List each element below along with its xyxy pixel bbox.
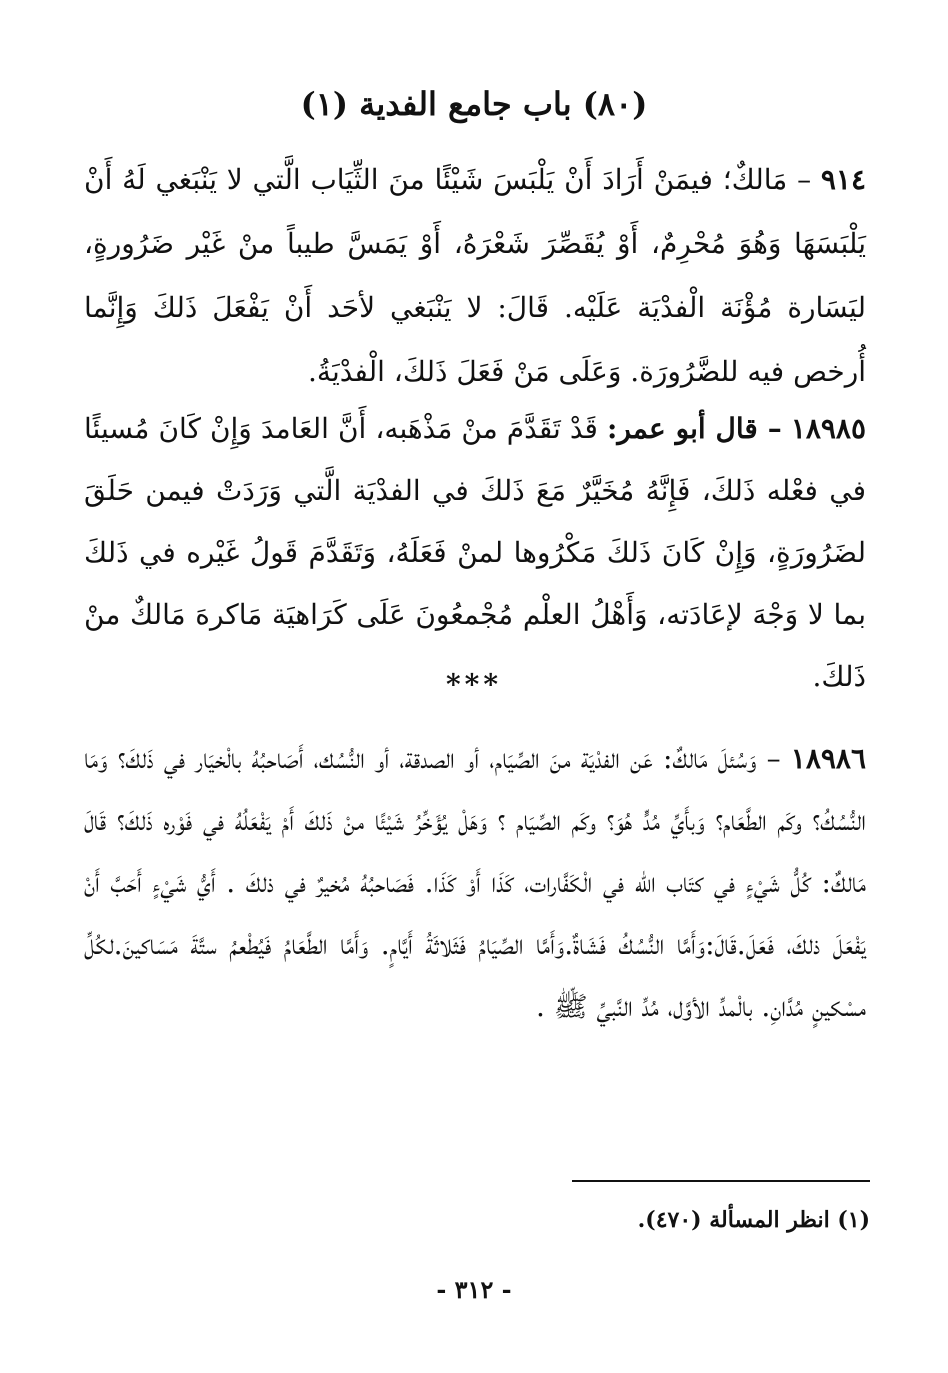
chapter-title: (٨٠) باب جامع الفدية (١) (300, 85, 648, 123)
paragraph-number: ١٨٩٨٥ (790, 412, 867, 445)
footnote-divider (572, 1180, 870, 1182)
section-separator: *** (446, 668, 502, 701)
paragraph-lead: – قال أبو عمر: (607, 412, 782, 445)
paragraph-18986 (84, 728, 866, 1038)
paragraph-text: قَدْ تَقَدَّمَ منْ مَذْهَبه، أَنَّ العَامدَ وَإِنْ كَانَ مُسيئًا في فعْله ذَلكَ، فَإِنَّهُ مُخَيَّرٌ مَعَ ذَلكَ في الفدْيَة الَّتي وَرَدَتْ فيمن حَلَقَ لضَرُورَةٍ، وَإِنْ كَانَ ذَلكَ مَكْرُوها لمنْ فَعَلَهُ، وَتَقَدَّمَ قَولُ غَيْره في ذَلكَ بما لا وَجْهَ لإعَادَته، وَأَهْلُ العلْم مُجْمعُونَ عَلَى كَرَاهيَة مَاكرهَ مَالكٌ منْ ذَلكَ. (84, 412, 866, 693)
footnote: (١) انظر المسألة (٤٧٠). (637, 1207, 870, 1233)
paragraph-914 (84, 148, 866, 404)
paragraph-text: – مَالكٌ؛ فيمَنْ أَرَادَ أَنْ يَلْبَسَ شَيْئًا منَ الثِّيَاب الَّتي لا يَنْبَغي لَهُ أَنْ يَلْبَسَهَا وَهُوَ مُحْرِمٌ، أَوْ يُقَصِّرَ شَعْرَهُ، أَوْ يَمَسَّ طيباً منْ غَيْر ضَرُورةٍ، ليَسَارة مُؤْنَة الْفدْيَة عَلَيْه. قَالَ: لا يَنْبَغي لأحَد أَنْ يَفْعَلَ ذَلكَ وَإِنَّما أُرخص فيه للضَّرُورَة. وَعَلَى مَنْ فَعَلَ ذَلكَ، الْفدْيَةُ. (84, 163, 866, 388)
paragraph-number: ٩١٤ (820, 163, 866, 196)
paragraph-18985 (84, 398, 866, 708)
paragraph-text: – وَسُئلَ مَالكٌ: عَن الفدْيَة منَ الصِّيَام، أو الصدقة، أو النُّسُك، أَصَاحبُهُ بالْخيَار في ذَلكَ؟ وَمَا النُّسُكُ؟ وكَم الطَّعَام؟ وَبأَيِّ مُدٍّ هُوَ؟ وكَم الصِّيَام ؟ وَهَلْ يُؤَخِّرُ شَيْئًا منْ ذَلكَ أَمْ يَفْعَلُهُ في فَوْره ذَلكَ؟ قَالَ مَالكٌ: كُلُّ شَيْءٍ في كتَاب اللّه في الْكَفَّارات، كَذَا أَوْ كَذَا. فَصَاحبُهُ مُخيرٌ في ذلكَ . أَيُّ شَيْءٍ أَحَبَّ أَنْ يَفْعَلَ ذلكَ، فَعَلَ.قَالَ:وَأَمَّا النُّسُكُ فَشَاةٌ.وَأَمَّا الصِّيَامُ فَثَلاثَةُ أَيَّامٍ. وَأَمَّا الطَّعَامُ فَيُطْعمُ ستَّةَ مَسَاكينَ.لكُلِّ مسْكينٍ مُدَّانِ. بالْمدِّ الأوَّل، مُدِّ النَّبيِّ ﷺ . (84, 742, 866, 1023)
page-number: - ٣١٢ - (436, 1275, 512, 1304)
paragraph-number: ١٨٩٨٦ (790, 742, 866, 775)
